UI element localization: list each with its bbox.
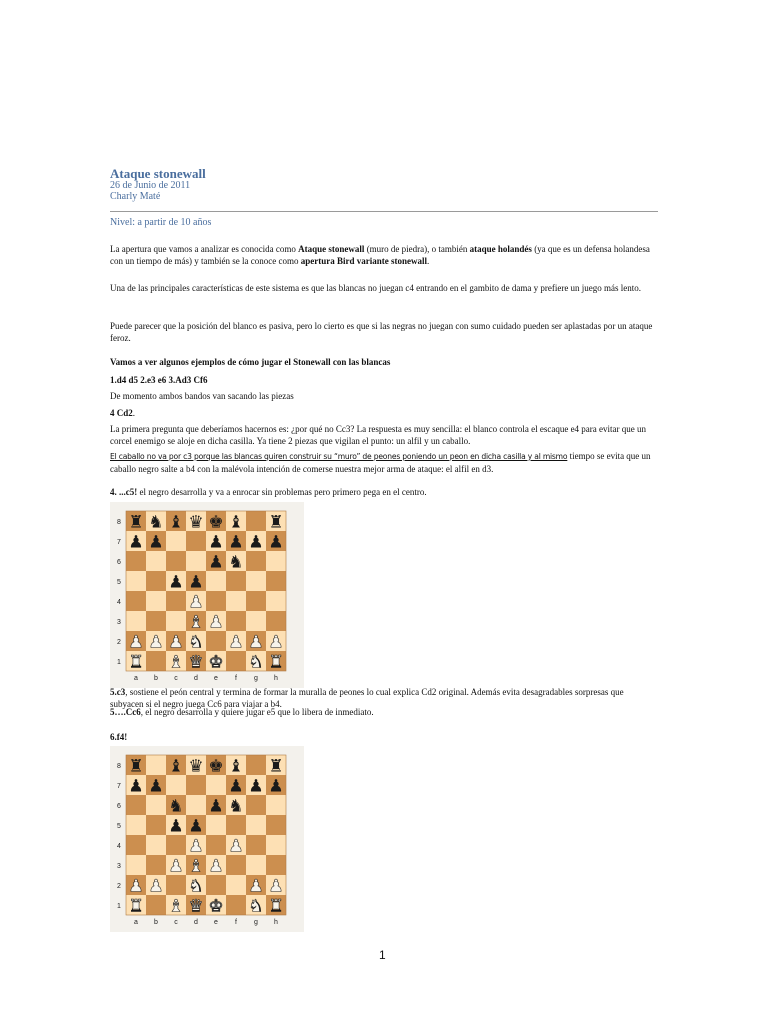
black-pawn-icon: ♟	[128, 776, 144, 797]
move-4-c5: 4. ...c5!	[110, 487, 138, 497]
board1-square-g4	[246, 591, 266, 611]
board2-square-d6	[186, 795, 206, 815]
intro-text: (muro de piedra), o también	[364, 244, 470, 254]
paragraph-wall-rest: tiempo se evita que un caballo negro salte a b4 con la malévola intención de comerse nuestra mejor arma de ataque: el alfil en d3.	[110, 451, 651, 474]
white-rook-icon: ♜	[268, 896, 284, 917]
white-pawn-icon: ♟	[248, 632, 264, 653]
board1-file-label: a	[134, 675, 138, 682]
move-4-cd2: 4 Cd2	[110, 408, 133, 418]
moves-1-3: 1.d4 d5 2.e3 e6 3.Ad3 Cf6	[110, 375, 208, 385]
board1-file-label: c	[174, 675, 178, 682]
intro-paragraph-2: Una de las principales características de este sistema es que las blancas no juegan c4 entrando en el gambito de dama y prefiere un juego más lento.	[110, 283, 642, 293]
board1-square-c6	[166, 551, 186, 571]
paragraph-move-5-cc6	[110, 706, 658, 718]
black-rook-icon: ♜	[128, 512, 144, 533]
board1-square-f5	[226, 571, 246, 591]
board2-square-f3	[226, 855, 246, 875]
board2-square-h6	[266, 795, 286, 815]
black-pawn-icon: ♟	[188, 572, 204, 593]
white-pawn-icon: ♟	[128, 876, 144, 897]
board1-square-b1	[146, 651, 166, 671]
white-bishop-icon: ♝	[188, 612, 204, 633]
black-bishop-icon: ♝	[228, 512, 244, 533]
white-pawn-icon: ♟	[208, 856, 224, 877]
black-rook-icon: ♜	[268, 756, 284, 777]
board1-square-e2	[206, 631, 226, 651]
board2-square-g6	[246, 795, 266, 815]
board1-square-g3	[246, 611, 266, 631]
board1-square-a4	[126, 591, 146, 611]
black-pawn-icon: ♟	[248, 532, 264, 553]
board2-square-a6	[126, 795, 146, 815]
paragraph-development: De momento ambos bandos van sacando las piezas	[110, 391, 294, 401]
board1-square-e4	[206, 591, 226, 611]
black-king-icon: ♚	[208, 512, 224, 533]
board1-square-a5	[126, 571, 146, 591]
page-number: 1	[379, 948, 386, 962]
white-pawn-icon: ♟	[268, 632, 284, 653]
board1-square-b4	[146, 591, 166, 611]
board2-square-b6	[146, 795, 166, 815]
board1-file-label: b	[154, 675, 158, 682]
white-queen-icon: ♛	[188, 652, 204, 673]
board1-square-h4	[266, 591, 286, 611]
black-bishop-icon: ♝	[168, 512, 184, 533]
chess-board-diagram-2	[110, 746, 304, 932]
board2-square-b4	[146, 835, 166, 855]
board2-square-a5	[126, 815, 146, 835]
white-bishop-icon: ♝	[168, 896, 184, 917]
black-pawn-icon: ♟	[208, 532, 224, 553]
black-rook-icon: ♜	[128, 756, 144, 777]
article-title: Ataque stonewall	[110, 166, 206, 181]
board2-square-g3	[246, 855, 266, 875]
black-pawn-icon: ♟	[188, 816, 204, 837]
white-pawn-icon: ♟	[168, 856, 184, 877]
opening-name: Ataque stonewall	[298, 244, 365, 254]
white-pawn-icon: ♟	[148, 632, 164, 653]
black-knight-icon: ♞	[168, 796, 184, 817]
article-date: 26 de Junio de 2011	[110, 180, 191, 191]
black-king-icon: ♚	[208, 756, 224, 777]
white-knight-icon: ♞	[248, 652, 264, 673]
board1-square-h6	[266, 551, 286, 571]
board-1-svg	[110, 502, 304, 688]
board2-file-label: a	[134, 919, 138, 926]
board2-square-f1	[226, 895, 246, 915]
black-pawn-icon: ♟	[168, 816, 184, 837]
board2-square-b1	[146, 895, 166, 915]
white-pawn-icon: ♟	[148, 876, 164, 897]
opening-bird-name: apertura Bird variante stonewall	[300, 256, 427, 266]
board2-square-c4	[166, 835, 186, 855]
board2-square-e5	[206, 815, 226, 835]
board2-square-c2	[166, 875, 186, 895]
black-pawn-icon: ♟	[168, 572, 184, 593]
level-note: Nivel: a partir de 10 años	[110, 217, 212, 228]
board1-file-label: f	[235, 675, 237, 682]
black-knight-icon: ♞	[148, 512, 164, 533]
board1-rank-label: 4	[117, 599, 121, 606]
board2-file-label: h	[274, 919, 278, 926]
black-pawn-icon: ♟	[268, 532, 284, 553]
board1-rank-label: 6	[117, 559, 121, 566]
board1-square-g6	[246, 551, 266, 571]
board1-square-d6	[186, 551, 206, 571]
white-bishop-icon: ♝	[168, 652, 184, 673]
board2-file-label: g	[254, 919, 258, 926]
black-bishop-icon: ♝	[228, 756, 244, 777]
chess-board-diagram-1	[110, 502, 304, 688]
white-king-icon: ♚	[208, 652, 224, 673]
board2-square-b3	[146, 855, 166, 875]
board1-square-f1	[226, 651, 246, 671]
board1-square-c7	[166, 531, 186, 551]
opening-alt-name: ataque holandés	[469, 244, 532, 254]
handwritten-style-text: El caballo no va por c3 porque las blancas quiren construir su “muro” de peones poniendo un peon en dicha casilla y al mismo	[110, 452, 568, 461]
black-pawn-icon: ♟	[148, 532, 164, 553]
board2-file-label: b	[154, 919, 158, 926]
board2-file-label: f	[235, 919, 237, 926]
black-pawn-icon: ♟	[148, 776, 164, 797]
moves-line-4	[110, 407, 658, 419]
board1-square-f3	[226, 611, 246, 631]
moves-line-1	[110, 374, 658, 386]
black-pawn-icon: ♟	[128, 532, 144, 553]
board2-square-f5	[226, 815, 246, 835]
move-5-cc6-text: , el negro desarrolla y quiere jugar e5 que lo libera de inmediato.	[140, 707, 374, 717]
board1-square-d7	[186, 531, 206, 551]
white-king-icon: ♚	[208, 896, 224, 917]
board1-rank-label: 5	[117, 579, 121, 586]
board2-file-label: c	[174, 919, 178, 926]
board1-square-c4	[166, 591, 186, 611]
board1-square-b5	[146, 571, 166, 591]
white-pawn-icon: ♟	[228, 632, 244, 653]
header-divider	[110, 211, 658, 212]
white-pawn-icon: ♟	[268, 876, 284, 897]
board1-square-g5	[246, 571, 266, 591]
white-knight-icon: ♞	[188, 632, 204, 653]
board1-square-b6	[146, 551, 166, 571]
board2-rank-label: 3	[117, 863, 121, 870]
black-rook-icon: ♜	[268, 512, 284, 533]
board1-file-label: e	[214, 675, 218, 682]
board2-rank-label: 7	[117, 783, 121, 790]
board2-square-c7	[166, 775, 186, 795]
white-pawn-icon: ♟	[208, 612, 224, 633]
board2-square-a3	[126, 855, 146, 875]
board2-file-label: d	[194, 919, 198, 926]
black-knight-icon: ♞	[228, 552, 244, 573]
white-pawn-icon: ♟	[248, 876, 264, 897]
black-pawn-icon: ♟	[268, 776, 284, 797]
board2-rank-label: 5	[117, 823, 121, 830]
board2-square-b8	[146, 755, 166, 775]
white-pawn-icon: ♟	[128, 632, 144, 653]
board1-square-a6	[126, 551, 146, 571]
white-pawn-icon: ♟	[188, 836, 204, 857]
board1-rank-label: 2	[117, 639, 121, 646]
board2-square-g4	[246, 835, 266, 855]
board1-square-h5	[266, 571, 286, 591]
moves-line-6	[110, 731, 658, 743]
board1-rank-label: 7	[117, 539, 121, 546]
board1-square-g8	[246, 511, 266, 531]
white-rook-icon: ♜	[268, 652, 284, 673]
board2-square-h4	[266, 835, 286, 855]
paragraph-move-4-c5	[110, 486, 658, 498]
intro-text: .	[426, 256, 430, 266]
move-4-dot: .	[132, 408, 136, 418]
board2-rank-label: 4	[117, 843, 121, 850]
black-pawn-icon: ♟	[208, 552, 224, 573]
board1-rank-label: 3	[117, 619, 121, 626]
white-queen-icon: ♛	[188, 896, 204, 917]
intro-paragraph-3: Puede parecer que la posición del blanco es pasiva, pero lo cierto es que si las negras no juegan con sumo cuidado pueden ser aplastadas por un ataque feroz.	[110, 321, 653, 343]
board2-rank-label: 6	[117, 803, 121, 810]
board1-square-c3	[166, 611, 186, 631]
board2-square-d7	[186, 775, 206, 795]
white-bishop-icon: ♝	[188, 856, 204, 877]
black-queen-icon: ♛	[188, 756, 204, 777]
board1-square-a3	[126, 611, 146, 631]
black-pawn-icon: ♟	[228, 776, 244, 797]
white-knight-icon: ♞	[188, 876, 204, 897]
move-5-cc6: Cc6	[125, 707, 141, 717]
board1-square-f4	[226, 591, 246, 611]
white-pawn-icon: ♟	[188, 592, 204, 613]
black-pawn-icon: ♟	[248, 776, 264, 797]
move-5-number: 5….	[110, 707, 126, 717]
paragraph-why-not-cc3: La primera pregunta que deberíamos hacernos es: ¿por qué no Cc3? La respuesta es muy sencilla: el blanco controla el escaque e4 para evitar que un corcel enemigo se aloje en dicha casilla. Ya tiene 2 piezas que vigilan el punto: un alfil y un caballo.	[110, 424, 647, 446]
paragraph-stonewall-wall	[110, 450, 658, 475]
board2-rank-label: 2	[117, 883, 121, 890]
intro-text: (ya que es un defensa holandesa con un tiempo de más) y también se la conoce como	[110, 244, 650, 266]
white-pawn-icon: ♟	[228, 836, 244, 857]
black-pawn-icon: ♟	[228, 532, 244, 553]
board1-square-h3	[266, 611, 286, 631]
white-knight-icon: ♞	[248, 896, 264, 917]
examples-heading-text: Vamos a ver algunos ejemplos de cómo jugar el Stonewall con las blancas	[110, 357, 391, 367]
move-5-c3-text: , sostiene el peón central y termina de formar la muralla de peones lo cual explica Cd2 original. Además evita desagradables sorpresas que subyacen si el negro juega Cc6 para viajar a b4.	[110, 687, 624, 709]
board1-file-label: d	[194, 675, 198, 682]
move-5-c3: 5.c3	[110, 687, 126, 697]
board1-rank-label: 8	[117, 519, 121, 526]
board2-square-a4	[126, 835, 146, 855]
board2-file-label: e	[214, 919, 218, 926]
board2-square-b5	[146, 815, 166, 835]
board2-rank-label: 1	[117, 903, 121, 910]
black-pawn-icon: ♟	[208, 796, 224, 817]
board2-square-g5	[246, 815, 266, 835]
article-author: Charly Maté	[110, 191, 161, 202]
board2-square-e4	[206, 835, 226, 855]
board2-square-h3	[266, 855, 286, 875]
move-6-f4: 6.f4!	[110, 732, 128, 742]
board2-square-e2	[206, 875, 226, 895]
board2-square-g8	[246, 755, 266, 775]
board1-square-b3	[146, 611, 166, 631]
move-4-c5-text: el negro desarrolla y va a enrocar sin problemas pero primero pega en el centro.	[137, 487, 427, 497]
board1-rank-label: 1	[117, 659, 121, 666]
board2-square-h5	[266, 815, 286, 835]
white-pawn-icon: ♟	[168, 632, 184, 653]
board2-rank-label: 8	[117, 763, 121, 770]
board-2-svg	[110, 746, 304, 932]
intro-paragraph-1	[110, 243, 658, 267]
white-rook-icon: ♜	[128, 652, 144, 673]
black-bishop-icon: ♝	[168, 756, 184, 777]
board1-file-label: h	[274, 675, 278, 682]
white-rook-icon: ♜	[128, 896, 144, 917]
board1-file-label: g	[254, 675, 258, 682]
intro-text: La apertura que vamos a analizar es conocida como	[110, 244, 299, 254]
board1-square-e5	[206, 571, 226, 591]
black-queen-icon: ♛	[188, 512, 204, 533]
board2-square-e7	[206, 775, 226, 795]
examples-heading	[110, 356, 658, 368]
board2-square-f2	[226, 875, 246, 895]
black-knight-icon: ♞	[228, 796, 244, 817]
